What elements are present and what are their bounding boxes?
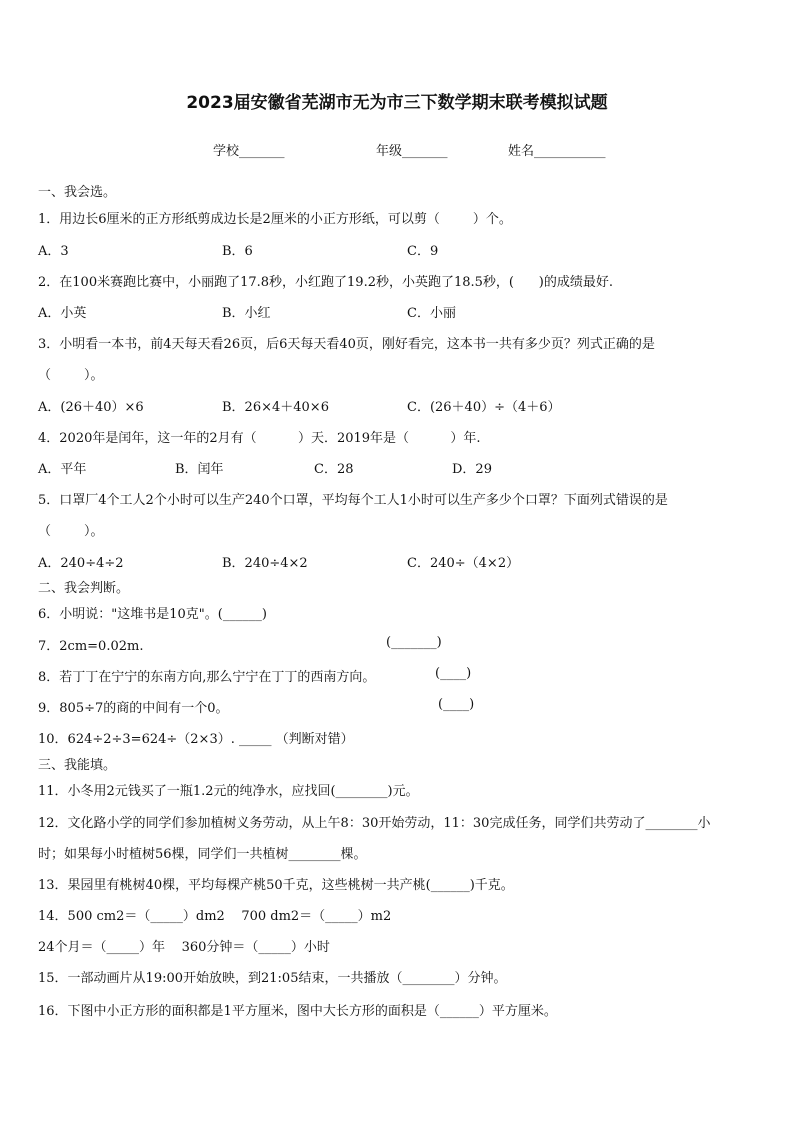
option-a: A．240÷4÷2 xyxy=(38,556,124,571)
question-15: 15．一部动画片从19:00开始放映，到21:05结束，一共播放（________）分钟。 xyxy=(38,971,507,986)
question-11: 11．小冬用2元钱买了一瓶1.2元的纯净水，应找回(________)元。 xyxy=(38,784,419,799)
section-heading: 三、我能填。 xyxy=(38,758,117,773)
option-b: B．26×4＋40×6 xyxy=(222,400,329,415)
question-9: 9．805÷7的商的中间有一个0。 xyxy=(38,701,229,716)
school-field: 学校_______ xyxy=(213,144,285,159)
option-d: D．29 xyxy=(452,462,492,477)
question-14: 14．500 cm2＝（_____）dm2 700 dm2＝（_____）m2 xyxy=(38,909,392,924)
question-16: 16．下图中小正方形的面积都是1平方厘米，图中大长方形的面积是（______）平方厘米。 xyxy=(38,1004,557,1019)
option-a: A．小英 xyxy=(38,306,87,321)
question-4: 4．2020年是闰年，这一年的2月有（ ）天．2019年是（ ）年. xyxy=(38,431,481,446)
option-c: C．9 xyxy=(407,244,439,259)
question-5-cont: （ ）。 xyxy=(38,524,104,539)
section-heading: 二、我会判断。 xyxy=(38,581,130,596)
option-b: B．6 xyxy=(222,244,253,259)
option-c: C．(26＋40）÷（4＋6） xyxy=(407,400,561,415)
answer-blank: (____) xyxy=(435,666,472,681)
option-b: B．小红 xyxy=(222,306,271,321)
question-13: 13．果园里有桃树40棵，平均每棵产桃50千克，这些桃树一共产桃(______)千克。 xyxy=(38,878,514,893)
grade-field: 年级_______ xyxy=(376,144,448,159)
question-3: 3．小明看一本书，前4天每天看26页，后6天每天看40页，刚好看完，这本书一共有多少页？列式正确的是 xyxy=(38,337,655,352)
option-b: B．240÷4×2 xyxy=(222,556,308,571)
option-a: A．3 xyxy=(38,244,69,259)
question-3-cont: （ ）。 xyxy=(38,368,104,383)
question-5: 5．口罩厂4个工人2个小时可以生产240个口罩，平均每个工人1小时可以生产多少个口罩？下面列式错误的是 xyxy=(38,493,668,508)
page-title: 2023届安徽省芜湖市无为市三下数学期末联考模拟试题 xyxy=(186,93,608,113)
option-c: C．240÷（4×2） xyxy=(407,556,520,571)
option-b: B．闰年 xyxy=(175,462,224,477)
option-c: C．28 xyxy=(314,462,354,477)
question-7: 7．2cm=0.02m. xyxy=(38,639,144,654)
question-10: 10．624÷2÷3=624÷（2×3）. _____ （判断对错） xyxy=(38,732,354,747)
question-12: 12．文化路小学的同学们参加植树义务劳动，从上午8：30开始劳动，11：30完成任务，同学们共劳动了________小 xyxy=(38,816,711,831)
name-field: 姓名___________ xyxy=(508,144,606,159)
question-2: 2．在100米赛跑比赛中，小丽跑了17.8秒，小红跑了19.2秒，小英跑了18.5秒，( )的成绩最好. xyxy=(38,275,613,290)
option-a: A．平年 xyxy=(38,462,87,477)
answer-blank: (_______) xyxy=(386,635,442,650)
question-8: 8．若丁丁在宁宁的东南方向,那么宁宁在丁丁的西南方向。 xyxy=(38,670,376,685)
question-1: 1．用边长6厘米的正方形纸剪成边长是2厘米的小正方形纸，可以剪（ ）个。 xyxy=(38,212,512,227)
question-14-cont: 24个月＝（_____）年 360分钟＝（_____）小时 xyxy=(38,940,330,955)
section-heading: 一、我会选。 xyxy=(38,185,117,200)
option-c: C．小丽 xyxy=(407,306,456,321)
option-a: A．(26＋40）×6 xyxy=(38,400,144,415)
answer-blank: (____) xyxy=(438,697,475,712)
question-6: 6．小明说："这堆书是10克"。(______) xyxy=(38,607,267,622)
question-12-cont: 时；如果每小时植树56棵，同学们一共植树________棵。 xyxy=(38,847,367,862)
